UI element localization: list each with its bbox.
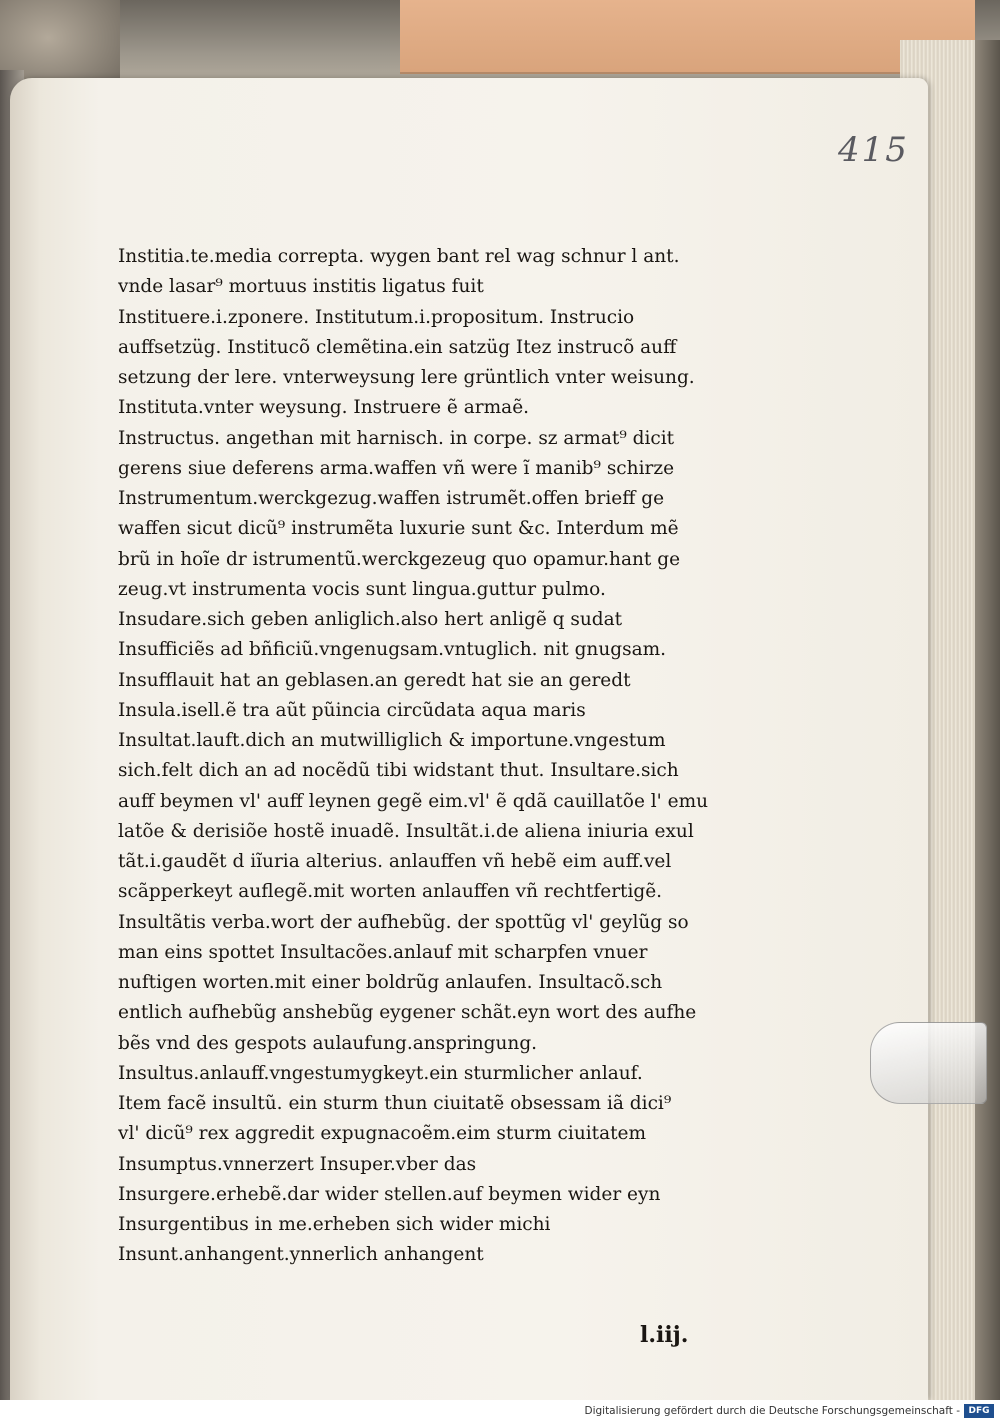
text-line: nuftigen worten.mit einer boldrũg anlaufen. Insultacõ.sch [118,972,663,993]
folio-signature: l.iij. [640,1322,689,1348]
text-line: Insumptus.vnnerzert Insuper.vber das [118,1153,477,1175]
text-line: Insurgere.erhebẽ.dar wider stellen.auf beymen wider eyn [118,1183,661,1205]
text-line: Insultus.anlauff.vngestumygkeyt.ein sturmlicher anlauf. [118,1062,643,1084]
text-line: Instructus. angethan mit harnisch. in corpe. sz armat⁹ dicit [118,427,675,449]
page-text-block [118,242,808,1271]
text-line: waffen sicut dicũ⁹ instrumẽta luxurie sunt &c. Interdum mẽ [118,518,679,540]
dfg-logo: DFG [964,1404,994,1418]
text-line: Item facẽ insultũ. ein sturm thun ciuitatẽ obsessam iã dici⁹ [118,1093,672,1114]
text-line: Instituta.vnter weysung. Instruere ẽ armaẽ. [118,397,530,419]
book-cover-board [400,0,975,74]
text-line: vl' dicũ⁹ rex aggredit expugnacoẽm.eim sturm ciuitatem [118,1123,647,1145]
text-line: Insultãtis verba.wort der aufhebũg. der spottũg vl' geylũg so [118,911,689,933]
text-line: Instrumentum.werckgezug.waffen istrumẽt.offen brieff ge [118,488,665,509]
text-line: gerens siue deferens arma.waffen vñ were ĩ manib⁹ schirze [118,457,675,479]
text-line: Insurgentibus in me.erheben sich wider michi [118,1214,551,1235]
text-line: Insufficiẽs ad bñficiũ.vngenugsam.vntuglich. nit gnugsam. [118,639,667,661]
page-clip [870,1022,987,1104]
book-right-shadow [975,40,1000,1400]
handwritten-page-number: 415 [838,130,909,170]
text-line: entlich aufhebũg anshebũg eygener schãt.eyn wort des aufhe [118,1002,697,1024]
text-line: brũ in hoĩe dr istrumentũ.werckgezeug quo opamur.hant ge [118,548,681,570]
text-line: Insula.isell.ẽ tra aũt pũincia circũdata aqua maris [118,699,586,721]
footer-credit: Digitalisierung gefördert durch die Deutsche Forschungsgemeinschaft - [584,1405,960,1417]
text-line: Insudare.sich geben anliglich.also hert anligẽ q sudat [118,609,623,630]
text-line: Insufflauit hat an geblasen.an geredt hat sie an geredt [118,669,631,691]
text-line: man eins spottet Insultacões.anlauf mit scharpfen vnuer [118,941,648,963]
text-line: auffsetzüg. Institucõ clemẽtina.ein satzüg Itez instrucõ auff [118,336,677,358]
text-line: setzung der lere. vnterweysung lere grüntlich vnter weisung. [118,367,695,388]
text-line: Insultat.lauft.dich an mutwilliglich & importune.vngestum [118,730,666,751]
text-line: Instituere.i.zponere. Institutum.i.propositum. Instrucio [118,306,635,328]
text-line: auff beymen vl' auff leynen gegẽ eim.vl' ẽ qdã cauillatõe l' emu [118,790,709,812]
text-line: scãpperkeyt auflegẽ.mit worten anlauffen vñ rechtfertigẽ. [118,881,663,903]
text-line: bẽs vnd des gespots aulaufung.anspringung. [118,1032,538,1054]
text-line: tãt.i.gaudẽt d iĩuria alterius. anlauffen vñ hebẽ eim auff.vel [118,851,672,872]
text-line: Insunt.anhangent.ynnerlich anhangent [118,1244,484,1266]
text-line: sich.felt dich an ad nocẽdũ tibi widstant thut. Insultare.sich [118,760,679,782]
text-line: vnde lasar⁹ mortuus institis ligatus fuit [118,276,484,298]
text-line: Institia.te.media correpta. wygen bant rel wag schnur l ant. [118,246,680,267]
text-line: zeug.vt instrumenta vocis sunt lingua.guttur pulmo. [118,578,606,600]
text-line: latõe & derisiõe hostẽ inuadẽ. Insultãt.i.de aliena iniuria exul [118,820,694,842]
